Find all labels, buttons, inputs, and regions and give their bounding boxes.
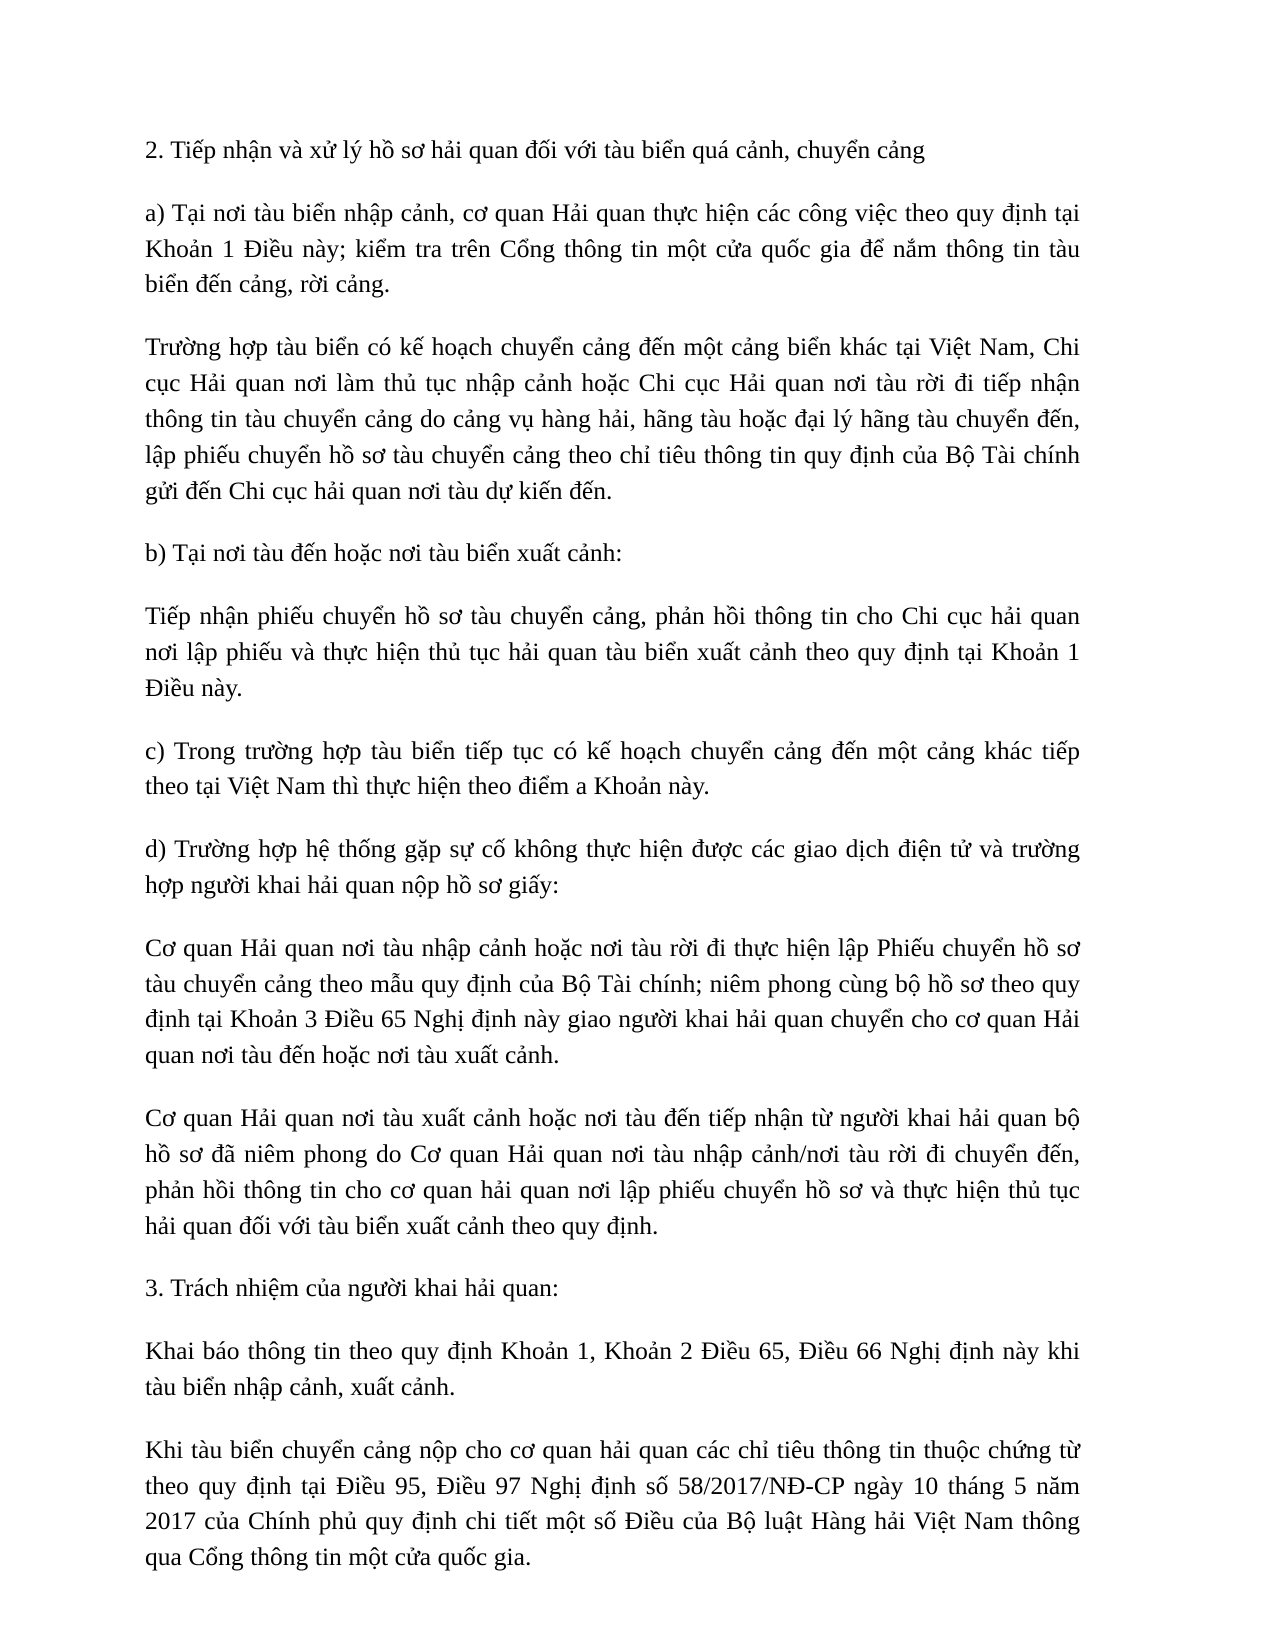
paragraph-receive-transfer-slip: Tiếp nhận phiếu chuyển hồ sơ tàu chuyển cảng, phản hồi thông tin cho Chi cục hải quan nơi lập phiếu và thực hiện thủ tục hải quan tàu biển xuất cảnh theo quy định tại Khoản 1 Điều này. [145,601,1080,702]
paragraph-declaration-duty: Khai báo thông tin theo quy định Khoản 1, Khoản 2 Điều 65, Điều 66 Nghị định này khi tàu biển nhập cảnh, xuất cảnh. [145,1336,1080,1401]
paragraph-transfer-port-documents: Khi tàu biển chuyển cảng nộp cho cơ quan hải quan các chỉ tiêu thông tin thuộc chứng từ theo quy định tại Điều 95, Điều 97 Nghị định số 58/2017/NĐ-CP ngày 10 tháng 5 năm 2017 của Chính phủ quy định chi tiết một số Điều của Bộ luật Hàng hải Việt Nam thông qua Cổng thông tin một cửa quốc gia. [145,1434,1080,1572]
paragraph-transfer-port-plan: Trường hợp tàu biển có kế hoạch chuyển cảng đến một cảng biển khác tại Việt Nam, Chi cục Hải quan nơi làm thủ tục nhập cảnh hoặc Chi cục Hải quan nơi tàu rời đi tiếp nhận thông tin tàu chuyển cảng do cảng vụ hàng hải, hãng tàu hoặc đại lý hãng tàu chuyển đến, lập phiếu chuyển hồ sơ tàu chuyển cảng theo chỉ tiêu thông tin quy định của Bộ Tài chính gửi đến Chi cục hải quan nơi tàu dự kiến đến. [145,332,1080,505]
paragraph-point-c: c) Trong trường hợp tàu biển tiếp tục có kế hoạch chuyển cảng đến một cảng khác tiếp theo tại Việt Nam thì thực hiện theo điểm a Khoản này. [145,735,1080,801]
section-heading-2: 2. Tiếp nhận và xử lý hồ sơ hải quan đối với tàu biển quá cảnh, chuyển cảng [145,135,926,164]
paragraph-customs-entry-office: Cơ quan Hải quan nơi tàu nhập cảnh hoặc nơi tàu rời đi thực hiện lập Phiếu chuyển hồ sơ tàu chuyển cảng theo mẫu quy định của Bộ Tài chính; niêm phong cùng bộ hồ sơ theo quy định tại Khoản 3 Điều 65 Nghị định này giao người khai hải quan chuyển cho cơ quan Hải quan nơi tàu đến hoặc nơi tàu xuất cảnh. [145,932,1080,1070]
section-heading-3: 3. Trách nhiệm của người khai hải quan: [145,1273,559,1303]
paragraph-point-a: a) Tại nơi tàu biển nhập cảnh, cơ quan Hải quan thực hiện các công việc theo quy định tại Khoản 1 Điều này; kiểm tra trên Cổng thông tin một cửa quốc gia để nắm thông tin tàu biển đến cảng, rời cảng. [145,197,1080,299]
paragraph-point-d: d) Trường hợp hệ thống gặp sự cố không thực hiện được các giao dịch điện tử và trường hợp người khai hải quan nộp hồ sơ giấy: [145,834,1080,899]
document-body [145,132,1080,1575]
paragraph-point-b: b) Tại nơi tàu đến hoặc nơi tàu biển xuất cảnh: [145,538,623,568]
paragraph-customs-exit-office: Cơ quan Hải quan nơi tàu xuất cảnh hoặc nơi tàu đến tiếp nhận từ người khai hải quan bộ hồ sơ đã niêm phong do Cơ quan Hải quan nơi tàu nhập cảnh/nơi tàu rời đi chuyển đến, phản hồi thông tin cho cơ quan hải quan nơi lập phiếu chuyển hồ sơ và thực hiện thủ tục hải quan đối với tàu biển xuất cảnh theo quy định. [145,1103,1080,1240]
